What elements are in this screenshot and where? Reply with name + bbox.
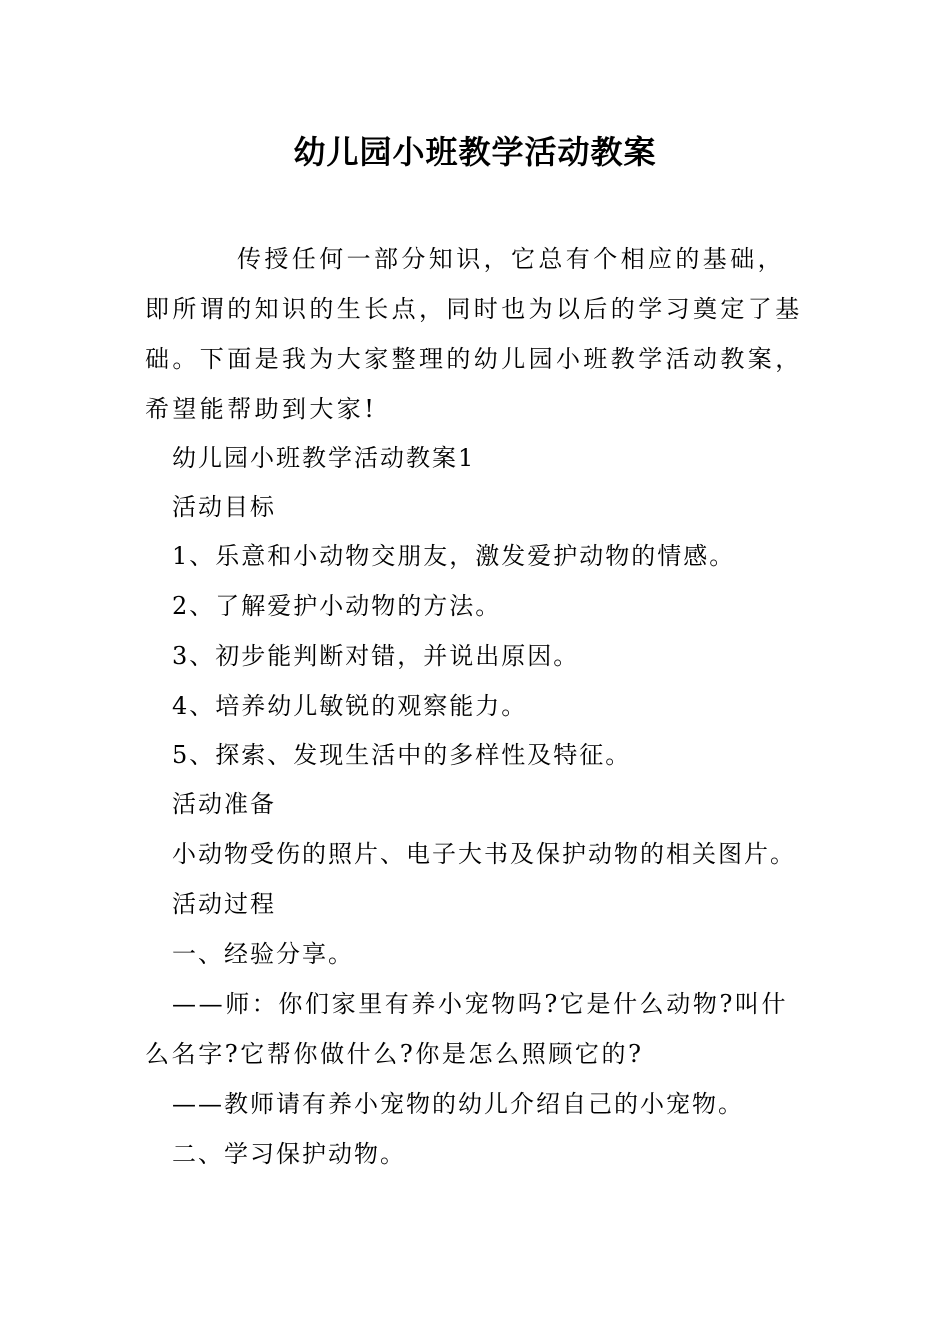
goal-item: 3、初步能判断对错，并说出原因。 [172,642,580,670]
prep-heading: 活动准备 [172,790,276,818]
goal-item: 1、乐意和小动物交朋友，激发爱护动物的情感。 [172,542,736,570]
goal-item: 2、了解爱护小动物的方法。 [172,592,502,620]
section-heading: 幼儿园小班教学活动教案1 [172,444,476,472]
document-title: 幼儿园小班教学活动教案 [293,133,657,171]
step1-instruction: ——教师请有养小宠物的幼儿介绍自己的小宠物。 [172,1090,744,1118]
process-heading: 活动过程 [172,890,276,918]
goal-item: 5、探索、发现生活中的多样性及特征。 [172,741,632,769]
goals-heading: 活动目标 [172,493,276,521]
step1-question: ——师：你们家里有养小宠物吗?它是什么动物?叫什么名字?它帮你做什么?你是怎么照顾它的? [145,990,789,1068]
step1-heading: 一、经验分享。 [172,940,354,968]
intro-paragraph: 传授任何一部分知识，它总有个相应的基础，即所谓的知识的生长点，同时也为以后的学习奠定了基础。下面是我为大家整理的幼儿园小班教学活动教案，希望能帮助到大家! [145,245,803,423]
goal-item: 4、培养幼儿敏锐的观察能力。 [172,692,528,720]
step2-heading: 二、学习保护动物。 [172,1140,406,1168]
prep-text: 小动物受伤的照片、电子大书及保护动物的相关图片。 [172,840,796,868]
